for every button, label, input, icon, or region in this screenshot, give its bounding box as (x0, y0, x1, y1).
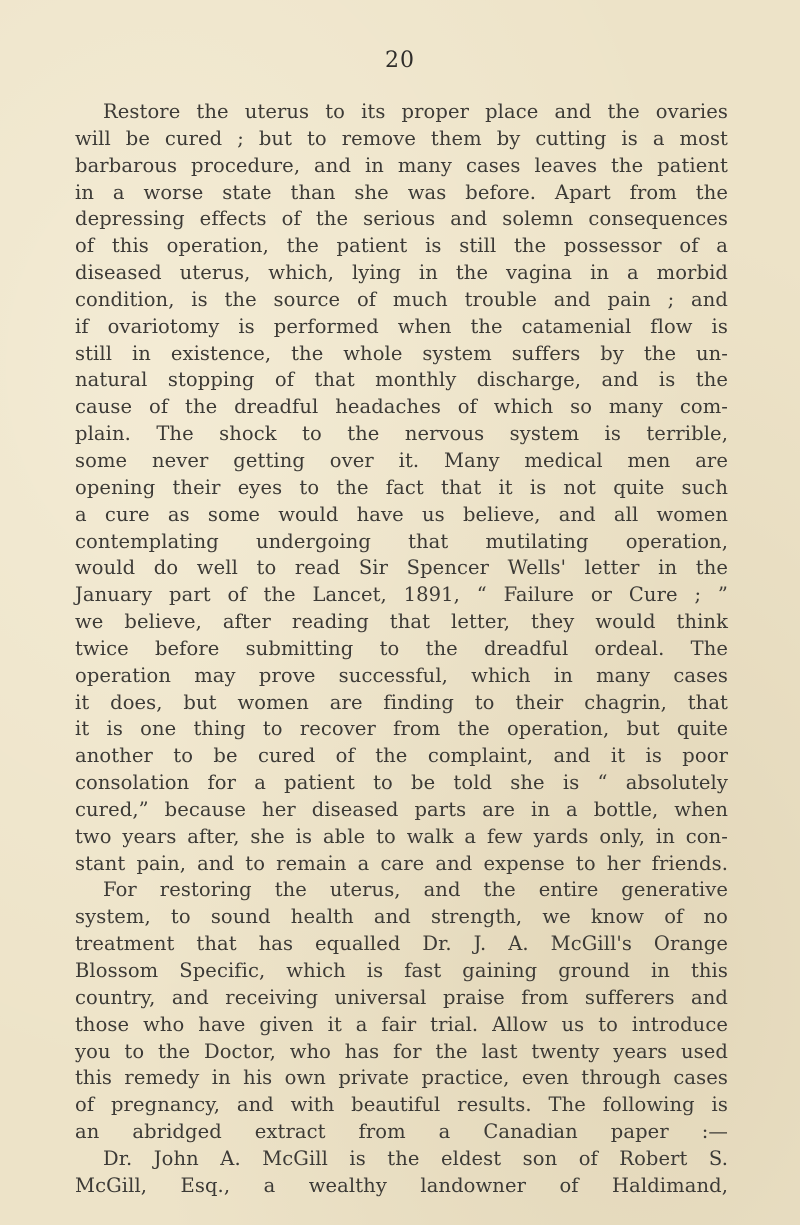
text-line: country, and receiving universal praise from sufferers and (75, 985, 728, 1009)
text-line: operation may prove successful, which in many cases (75, 663, 728, 687)
text-line: opening their eyes to the fact that it is not quite such (75, 475, 728, 499)
text-line: barbarous procedure, and in many cases leaves the patient (75, 153, 728, 177)
text-line: McGill, Esq., a wealthy landowner of Haldimand, (75, 1173, 728, 1197)
text-line: treatment that has equalled Dr. J. A. McGill's Orange (75, 932, 728, 956)
text-line: those who have given it a fair trial. Allow us to introduce (75, 1012, 728, 1036)
text-line: stant pain, and to remain a care and expense to her friends. (75, 851, 728, 875)
text-line: cured,” because her diseased parts are in a bottle, when (75, 797, 728, 821)
page-number: 20 (385, 48, 415, 73)
text-line: depressing effects of the serious and solemn consequences (75, 207, 728, 231)
text-line: natural stopping of that monthly discharge, and is the (75, 368, 728, 392)
text-line: Blossom Specific, which is fast gaining ground in this (75, 959, 728, 982)
text-line: For restoring the uterus, and the entire generative (103, 878, 728, 902)
text-line: Dr. John A. McGill is the eldest son of Robert S. (103, 1146, 728, 1170)
text-line: cause of the dreadful headaches of which so many com- (75, 395, 728, 419)
text-line: system, to sound health and strength, we know of no (75, 905, 728, 929)
text-line: we believe, after reading that letter, they would think (75, 610, 728, 634)
text-line: still in existence, the whole system suffers by the un- (75, 341, 728, 365)
text-line: some never getting over it. Many medical men are (75, 448, 728, 472)
text-line: Restore the uterus to its proper place and the ovaries (103, 100, 728, 123)
text-line: consolation for a patient to be told she is “ absolutely (75, 771, 728, 795)
text-line: would do well to read Sir Spencer Wells' letter in the (75, 556, 728, 580)
text-line: plain. The shock to the nervous system is terrible, (75, 422, 728, 446)
text-line: of this operation, the patient is still the possessor of a (75, 234, 728, 258)
text-line: a cure as some would have us believe, and all women (75, 502, 728, 526)
text-line: contemplating undergoing that mutilating operation, (75, 529, 728, 553)
text-line: you to the Doctor, who has for the last twenty years used (75, 1039, 728, 1063)
text-line: twice before submitting to the dreadful ordeal. The (75, 636, 728, 660)
text-line: of pregnancy, and with beautiful results. The following is (75, 1093, 728, 1117)
text-line: it does, but women are finding to their chagrin, that (75, 690, 728, 714)
text-line: January part of the Lancet, 1891, “ Failure or Cure ; ” (75, 583, 728, 607)
text-line: two years after, she is able to walk a few yards only, in con- (75, 824, 728, 848)
text-line: will be cured ; but to remove them by cutting is a most (75, 126, 728, 150)
text-line: this remedy in his own private practice, even through cases (75, 1066, 728, 1090)
text-line: an abridged extract from a Canadian paper :— (75, 1120, 728, 1144)
text-line: another to be cured of the complaint, and it is poor (75, 744, 728, 768)
text-line: condition, is the source of much trouble and pain ; and (75, 287, 728, 311)
text-line: in a worse state than she was before. Apart from the (75, 180, 728, 204)
text-line: if ovariotomy is performed when the catamenial flow is (75, 314, 728, 338)
text-line: it is one thing to recover from the operation, but quite (75, 717, 728, 741)
body-text (75, 99, 728, 1200)
text-line: diseased uterus, which, lying in the vagina in a morbid (75, 261, 728, 285)
